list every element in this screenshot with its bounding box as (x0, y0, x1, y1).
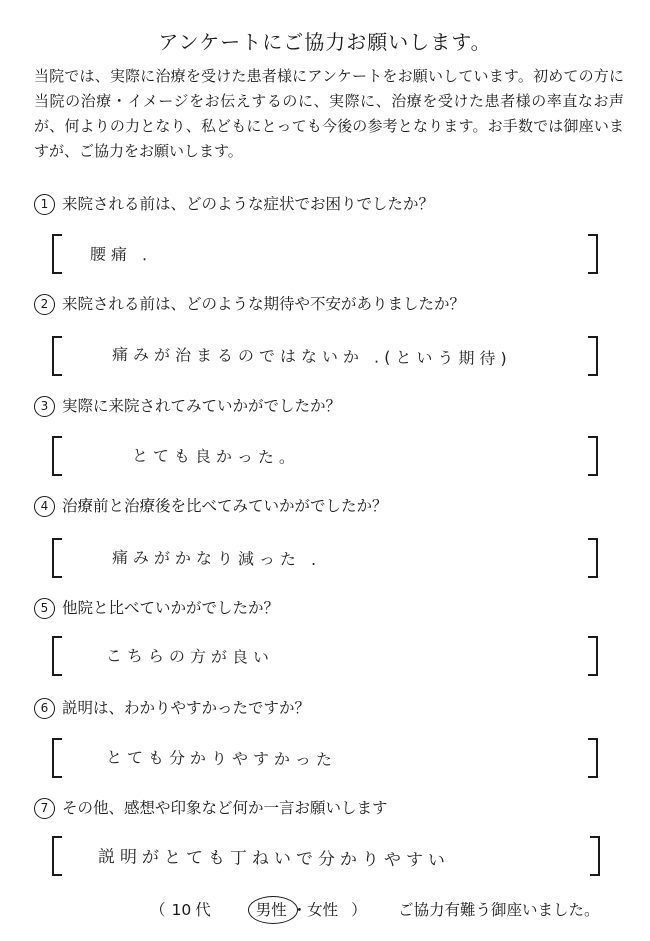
answer-box-6[interactable] (52, 738, 598, 776)
question-text: 実際に来院されてみていかがでしたか？ (62, 397, 342, 415)
left-bracket (52, 234, 62, 274)
left-bracket (52, 636, 62, 676)
gender-options (256, 901, 343, 919)
question-5 (34, 596, 279, 619)
question-4 (34, 494, 388, 517)
question-3 (34, 394, 341, 417)
right-bracket (588, 538, 598, 578)
question-number: 3 (34, 396, 55, 417)
answer-box-5[interactable] (52, 636, 598, 674)
answer-box-4[interactable] (52, 538, 598, 576)
answer-box-2[interactable] (52, 336, 598, 374)
open-paren: （ (150, 901, 166, 919)
left-bracket (52, 538, 62, 578)
question-number: 2 (34, 294, 55, 315)
answer-box-3[interactable] (52, 436, 598, 474)
right-bracket (588, 636, 598, 676)
question-2 (34, 292, 465, 315)
handwritten-answer: こちらの方が良い (105, 646, 275, 667)
answer-box-7[interactable] (52, 836, 600, 874)
question-text: 来院される前は、どのような期待や不安がありましたか？ (62, 295, 466, 313)
intro-text: 当院では、実際に治療を受けた患者様にアンケートをお願いしています。初めての方に当院の治療・イメージをお伝えするのに、実際に、治療を受けた患者様の率直なお声が、何よりの力となり、私どもにとっても今後の参考となります。お手数では御座いますが、ご協力をお願いします。 (34, 67, 624, 160)
respondent-info (150, 898, 367, 920)
right-bracket (590, 836, 600, 876)
question-7 (34, 796, 388, 819)
question-number: 1 (34, 194, 55, 215)
question-number: 4 (34, 496, 55, 517)
question-text: 説明は、わかりやすかったですか？ (62, 699, 311, 717)
handwritten-answer: とても良かった。 (131, 446, 301, 467)
selection-circle (248, 896, 298, 924)
left-bracket (52, 336, 62, 376)
age-label: 代 (195, 901, 211, 919)
thanks-text: ご協力有難う御座いました。 (398, 901, 600, 919)
question-6 (34, 696, 310, 719)
question-text: 治療前と治療後を比べてみていかがでしたか？ (62, 497, 388, 515)
handwritten-answer: とても分かりやすかった (105, 747, 338, 770)
question-text: 来院される前は、どのような症状でお困りでしたか？ (62, 195, 435, 213)
left-bracket (52, 436, 62, 476)
left-bracket (52, 738, 62, 778)
handwritten-answer: 説明がとても丁ねいで分かりやすい (97, 847, 451, 871)
right-bracket (588, 738, 598, 778)
handwritten-answer: 腰痛 . (89, 244, 153, 265)
right-bracket (588, 336, 598, 376)
handwritten-answer: 痛みが治まるのではないか .(という期待) (111, 344, 512, 369)
close-paren: ） (351, 901, 367, 919)
female-label[interactable]: 女性 (307, 901, 339, 919)
survey-title: アンケートにご協力お願いします。 (158, 30, 492, 54)
question-number: 6 (34, 698, 55, 719)
right-bracket (588, 436, 598, 476)
question-text: 他院と比べていかがでしたか？ (62, 599, 280, 617)
question-text: その他、感想や印象など何か一言お願いします (62, 799, 388, 817)
right-bracket (588, 234, 598, 274)
age-value: 10 (171, 901, 192, 919)
handwritten-answer: 痛みがかなり減った . (111, 547, 322, 570)
question-number: 7 (34, 798, 55, 819)
left-bracket (52, 836, 62, 876)
question-1 (34, 192, 434, 215)
answer-box-1[interactable] (52, 234, 598, 272)
male-option[interactable] (256, 901, 292, 919)
question-number: 5 (34, 598, 55, 619)
gender-separator: ・ (291, 901, 308, 919)
male-label: 男性 (255, 901, 287, 919)
